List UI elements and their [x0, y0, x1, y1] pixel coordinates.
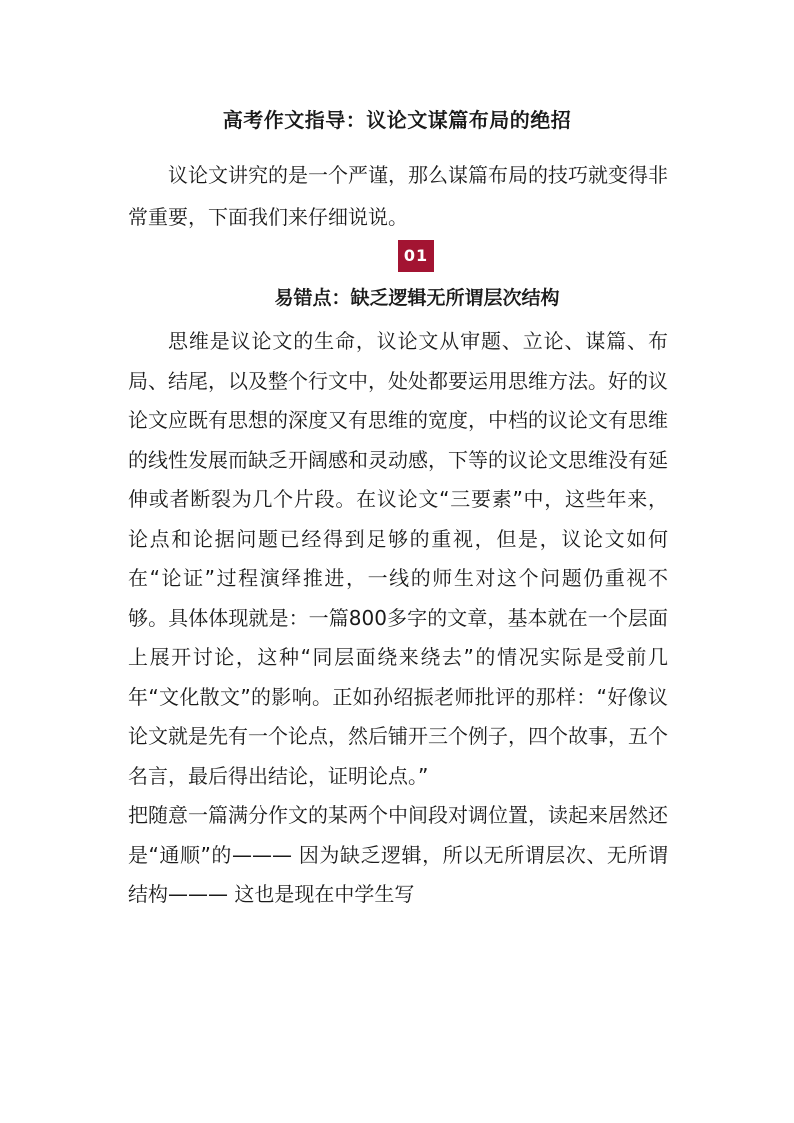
body-paragraph-2: 把随意一篇满分作文的某两个中间段对调位置，读起来居然还是“通顺”的——— 因为缺乏逻辑，所以无所谓层次、无所谓结构——— 这也是现在中学生写: [128, 803, 668, 906]
body-paragraph-1: 思维是议论文的生命，议论文从审题、立论、谋篇、布局、结尾，以及整个行文中，处处都要运用思维方法。好的议论文应既有思想的深度又有思维的宽度，中档的议论文有思维的线性发展而缺乏开阔感和灵动感，下等的议论文思维没有延伸或者断裂为几个片段。在议论文“三要素”中，这些年来，论点和论据问题已经得到足够的重视，但是，议论文如何在“论证”过程演绎推进，一线的师生对这个问题仍重视不够。具体体现就是：一篇800多字的文章，基本就在一个层面上展开讨论，这种“同层面绕来绕去”的情况实际是受前几年“文化散文”的影响。正如孙绍振老师批评的那样：“好像议论文就是先有一个论点，然后铺开三个例子，四个故事，五个名言，最后得出结论，证明论点。”: [128, 329, 668, 788]
section-number-badge: 01: [398, 240, 434, 272]
intro-paragraph: 议论文讲究的是一个严谨，那么谋篇布局的技巧就变得非常重要，下面我们来仔细说说。: [128, 163, 668, 229]
page-title: 高考作文指导：议论文谋篇布局的绝招: [222, 108, 572, 132]
body-text: [128, 322, 668, 915]
section-title: 易错点：缺乏逻辑无所谓层次结构: [274, 287, 560, 309]
